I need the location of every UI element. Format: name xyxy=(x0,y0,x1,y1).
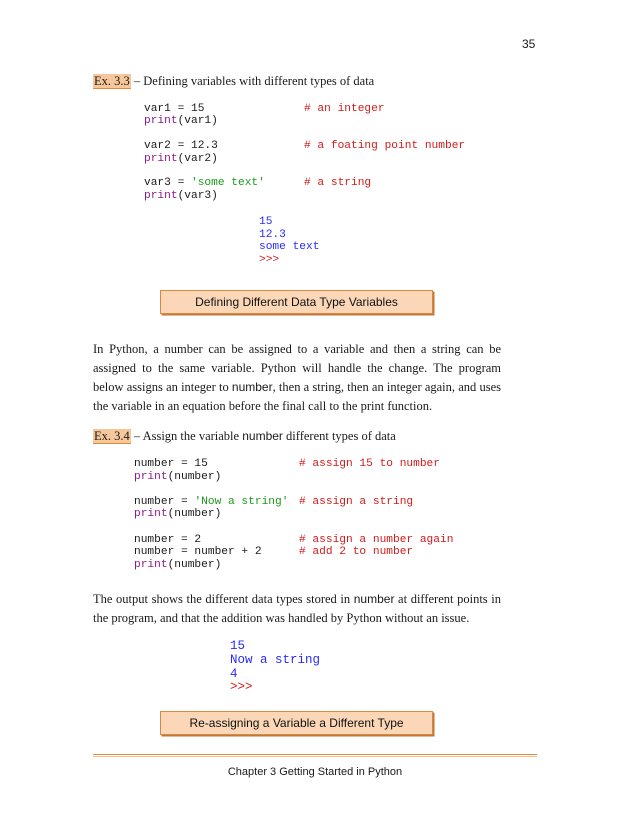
code-comment: # a foating point number xyxy=(304,140,466,153)
output-line: 4 xyxy=(230,666,238,681)
example-title: – Assign the variable xyxy=(130,429,243,443)
code-comment: # add 2 to number xyxy=(299,546,414,559)
code-text: (number) xyxy=(167,470,222,483)
code-text: (number) xyxy=(167,558,222,571)
code-block-3-4 xyxy=(134,458,454,571)
paragraph-text: , then a string, then an integer again, and uses the variable in an equation before the final call to the print function. xyxy=(93,380,501,413)
output-line: 15 xyxy=(230,639,246,653)
code-keyword: print xyxy=(144,115,178,128)
example-label: Ex. 3.3 xyxy=(94,74,130,88)
code-text: number = number + 2 xyxy=(134,546,262,559)
code-text: var2 = 12.3 xyxy=(144,140,218,153)
variable-name: number xyxy=(353,592,395,606)
code-block-3-3 xyxy=(144,103,466,202)
page-number: 35 xyxy=(522,37,536,51)
paragraph-text: at different points in the program, and that the addition was handled by Python without an issue. xyxy=(93,592,502,625)
prompt: >>> xyxy=(230,680,253,695)
code-text: (var1) xyxy=(177,115,218,128)
code-text: (number) xyxy=(167,508,222,521)
code-comment: # assign 15 to number xyxy=(299,458,440,470)
code-text: var3 = xyxy=(144,177,191,190)
code-keyword: print xyxy=(134,558,168,571)
prompt: >>> xyxy=(259,253,280,266)
output-line: 12.3 xyxy=(259,228,286,241)
code-comment: # assign a number again xyxy=(299,533,454,546)
code-text: (var3) xyxy=(177,189,218,202)
chapter-footer: Chapter 3 Getting Started in Python xyxy=(227,766,403,778)
code-keyword: print xyxy=(144,152,178,165)
code-comment: # assign a string xyxy=(299,495,414,508)
code-text: (var2) xyxy=(177,152,218,165)
example-title: – Defining variables with different types of data xyxy=(130,74,375,88)
code-string: 'Now a string' xyxy=(194,495,289,508)
example-heading-3-3 xyxy=(93,74,374,89)
output-line: Now a string xyxy=(230,652,321,667)
variable-name: number xyxy=(242,429,283,443)
code-text: number = xyxy=(134,495,195,508)
example-title: different types of data xyxy=(282,429,396,443)
code-text: number = 15 xyxy=(134,458,208,470)
figure-caption-3-4: Re-assigning a Variable a Different Type xyxy=(160,711,433,735)
paragraph-1 xyxy=(93,340,501,416)
example-label: Ex. 3.4 xyxy=(94,429,130,443)
output-line: some text xyxy=(259,241,320,254)
code-keyword: print xyxy=(134,508,168,521)
variable-name: number xyxy=(231,380,273,394)
code-keyword: print xyxy=(134,470,168,483)
code-text: number = 2 xyxy=(134,533,202,546)
paragraph-text: In Python, a number can be assigned to a variable and then a string can be assigned to the same variable. Python will handle the change. The program below assigns an integer to xyxy=(93,342,501,394)
footer-rule xyxy=(93,754,537,755)
code-comment: # an integer xyxy=(304,103,385,115)
code-text: var1 = 15 xyxy=(144,103,205,115)
paragraph-text: The output shows the different data types stored in xyxy=(93,592,354,606)
output-line: 15 xyxy=(259,216,273,228)
figure-caption-3-3: Defining Different Data Type Variables xyxy=(160,290,433,314)
code-comment: # a string xyxy=(304,177,372,190)
output-block-3-4 xyxy=(230,640,320,695)
code-string: 'some text' xyxy=(191,177,265,190)
footer-rule-shadow xyxy=(93,756,537,757)
example-heading-3-4 xyxy=(93,429,396,444)
code-keyword: print xyxy=(144,189,178,202)
paragraph-2 xyxy=(93,590,501,628)
output-block-3-3 xyxy=(259,216,319,266)
